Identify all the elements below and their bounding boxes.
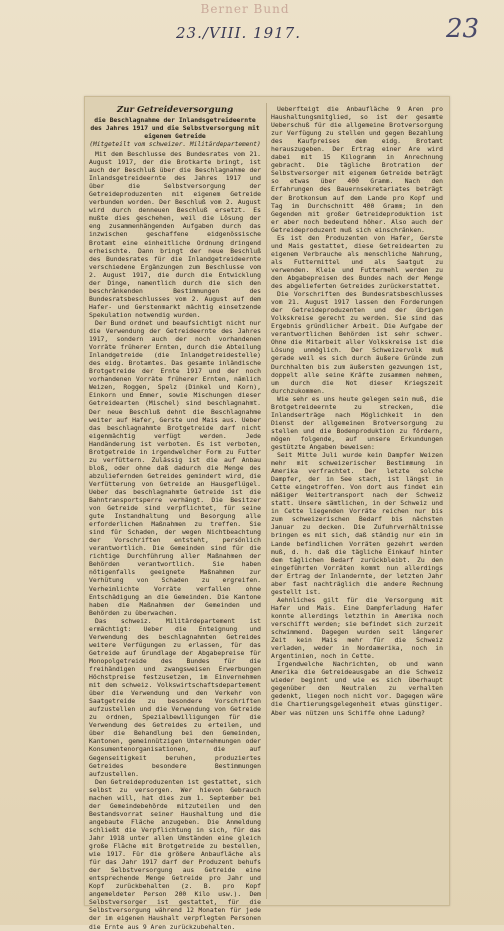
handwritten-date: 23./VIII. 1917. <box>176 24 301 42</box>
article-paragraph: Es ist den Produzenten von Hafer, Gerste und Mais gestattet, diese Getreidearten zu eigenem Verbrauche als menschliche Nahrung, als Futtermittel und als Saatgut zu verwenden. Kleie und Futtermehl werden zu den Abgabepreisen des Bundes nach der Menge des abgelieferten Getreides zurückerstattet. <box>271 233 443 291</box>
page-number: 23 <box>446 14 480 44</box>
article-paragraph: Mit dem Beschlusse des Bundesrates vom 21. August 1917, der die Brotkarte bringt, ist auch der Beschluß über die Beschlagnahme der Inlandsgetreideernte des Jahres 1917 und über die Selbstversorgung der Getreideproduzenten mit eigenem Getreide verbunden worden. Der Beschluß vom 2. August wird durch denneuen Beschluß ersetzt. Es mußte dies geschehen, weil die Lösung der eng zusammenhängenden Aufgaben durch das inzwischen geschaffene eidgenössische Brotamt eine einheitliche Ordnung dringend erheischte. Dann bringt der neue Beschluß des Bundesrates für die Inlandgetreideernte verschiedene Ergänzungen zum Beschlusse vom 2. August 1917, die durch die Entwicklung der Dinge, namentlich durch die sich den beschränkenden Bestimmungen des Bundesratsbeschlusses vom 2. August auf dem Hafer- und Gerstenmarkt mächtig einsetzende Spekulation notwendig wurden. <box>89 150 261 319</box>
article-paragraph: Ueberfteigt die Anbaufläche 9 Aren pro Haushaltungsmitglied, so ist der gesamte Ueberschuß für die allgemeine Brotversorgung zur Verfügung zu stellen und gegen Bezahlung des Kaufpreises dem eidg. Brotamt herauszugeben. Der Ertrag einer Are wird dabei mit 15 Kilogramm in Anrechnung gebracht. Die tägliche Brotration der Selbstversorger mit eigenem Getreide beträgt so etwas über 400 Gramm. Nach den Erfahrungen des Bauernsekretariates beträgt der Brotkonsum auf dem Lande pro Kopf und Tag im Durchschnitt 400 Gramm; in den Gegenden mit großer Getreideproduktion ist er aber noch bedeutend höher. Also auch der Getreideproduzent muß sich einschränken. <box>271 105 443 234</box>
article-paragraph: Aehnliches gilt für die Versorgung mit Hafer und Mais. Eine Dampferladung Hafer konnte allerdings letzthin in Amerika noch verschifft werden; sie befindet sich zurzeit schwimmend. Dagegen wurden seit längerer Zeit kein Mais mehr für die Schweiz verladen, weder in Nordamerika, noch in Argentinien, noch in Cette. <box>271 595 443 661</box>
newspaper-clipping <box>84 96 450 931</box>
article-paragraph: Wie sehr es uns heute gelegen sein muß, die Brotgetreideernte zu strecken, die Inlandserträge nach Möglichkeit in den Dienst der allgemeinen Brotversorgung zu stellen und die Bodenproduktion zu fördern, mögen folgende, auf unsere Erkundungen gestützte Angaben beweisen: <box>271 394 443 451</box>
article-paragraph: Die Vorschriften des Bundesratsbeschlusses vom 21. August 1917 lassen den Forderungen der Getreideproduzenten und der übrigen Volkskreise gerecht zu werden. Sie sind das Ergebnis gründlicher Arbeit. Die Aufgabe der verantwortlichen Behörden ist sehr schwer. Ohne die Mitarbeit aller Volkskreise ist die Lösung unmöglich. Der Schweizervolk muß gerade weil es sich durch äußere Gründe zum Durchhalten bis zum äußersten gezwungen ist, doppelt alle seine Kräfte zusammen nehmen, um durch die Not dieser Kriegszeit durchzukommen. <box>271 290 443 395</box>
article-source: (Mitgeteilt vom schweizer. Militärdepartement) <box>89 141 261 148</box>
article-title: Zur Getreideversorgung <box>116 105 234 115</box>
article-column-left <box>89 105 261 931</box>
article-paragraph: Seit Mitte Juli wurde kein Dampfer Weizen mehr mit schweizerischer Bestimmung in Amerika verfrachtet. Der letzte solche Dampfer, der in See stach, ist längst in Cette eingetroffen. Von dort aus findet ein mäßiger Weitertransport nach der Schweiz statt. Unsere sämtlichen, in der Schweiz und in Cette liegenden Vorräte reichen nur bis zum schweizerischen Bedarf bis nächsten Januar zu decken. Die Zufuhrverhältnisse bringen es mit sich, daß ständig nur ein im Lande befindlichen Vorräten gezehrt werden muß, d. h. daß die tägliche Einkauf hinter dem täglichen Bedarf zurückbleibt. Zu den eingeführten Vorräten kommt nun allerdings der Ertrag der Inlandernte, der letzten Jahr aber fast nachträglich die andere Rechnung gestellt ist. <box>271 451 443 596</box>
newspaper-stamp: Berner Bund <box>200 2 290 16</box>
article-subtitle: die Beschlagnahme der Inlandsgetreideernte des Jahres 1917 und die Selbstversorgung mit eigenem Getreide <box>90 116 260 140</box>
article-paragraph: Der Bund ordnet und beaufsichtigt nicht nur die Verwendung der Getreideernte des Jahres 1917, sondern auch der noch vorhandenen Vorräte früherer Ernten, durch die Abteilung Inlandgetreide (die Inlandgetreidestelle) des eidg. Brotamtes. Das gesamte inländische Brotgetreide der Ernte 1917 und der noch vorhandenen Vorräte früherer Ernten, nämlich Weizen, Roggen, Spelz (Dinkel und Korn), Einkorn und Emmer, sowie Mischungen dieser Getreidearten (Mischel) sind beschlagnahmt. Der neue Beschluß dehnt die Beschlagnahme weiter auf Hafer, Gerste und Mais aus. Ueber das beschlagnahmte Brotgetreide darf nicht eigenmächtig verfügt werden. Jede Handänderung ist verboten. Es ist verboten, Brotgetreide in irgendwelcher Form zu Futter zu verfüttern. Zulässig ist die auf Anbau bloß, oder ohne daß dadurch die Menge des abzuliefernden Getreides gemindert wird, die Verfütterung von Getreide an Hausgeflügel. Ueber das beschlagnahmte Getreide ist die Bahntransportsperre verhängt. Die Besitzer von Getreide sind verpflichtet, für seine gute Instandhaltung und Besorgung alle erforderlichen Maßnahmen zu treffen. Sie sind für Schaden, der wegen Nichtbeachtung der Vorschriften entsteht, persönlich verantwortlich. Die Gemeinden sind für die richtige Durchführung aller Maßnahmen der Behörden verantwortlich. Sie haben nötigenfalls geeignete Maßnahmen zur Verhütung von Schaden zu ergreifen. Verheimlichte Vorräte verfallen ohne Entschädigung an die Gemeinden. Die Kantone haben die Maßnahmen der Gemeinden und Behörden zu überwachen. <box>89 318 261 617</box>
column-divider <box>266 103 267 899</box>
article-paragraph: Den Getreideproduzenten ist gestattet, sich selbst zu versorgen. Wer hievon Gebrauch machen will, hat dies zum 1. September bei der Gemeindebehörde mitzuteilen und den Bestandsvorrat seiner Haushaltung und die angebaute Fläche anzugeben. Die Anmeldung schließt die Verpflichtung in sich, für das Jahr 1918 unter allen Umständen eine gleich große Fläche mit Brotgetreide zu bestellen, wie 1917. Für die größere Anbaufläche als für das Jahr 1917 darf der Produzent behufs der Selbstversorgung aus Getreide eine entsprechende Menge Getreide pro Jahr und Kopf zurückbehalten (z. B. pro Kopf angemeldeter Person 200 Kilo usw.). Dem Selbstversorger ist gestattet, für die Selbstversorgung während 12 Monaten für jede der im eigenen Haushalt verpflegten Personen die Ernte aus 9 Aren zurückzubehalten. <box>89 777 261 931</box>
article-paragraph: Das schweiz. Militärdepartement ist ermächtigt: Ueber die Enteignung und Verwendung des beschlagnahmten Getreides weitere Verfügungen zu erlassen, für das Getreide auf Grundlage der Abgabepreise für Monopolgetreide des Bundes für die freihändigen und zwangsweisen Erwerbungen Höchstpreise festzusetzen, im Einvernehmen mit dem schweiz. Volkswirtschaftsdepartement über die Verwendung und den Verkehr von Saatgetreide zu besondere Vorschriften aufzustellen und die Verwendung von Getreide zu ordnen, Spezialbewilligungen für die Verwendung des Getreides zu erteilen, und über die Behandlung bei den Gemeinden, Kantonen, gemeinnützigen Unternehmungen oder Konsumentenorganisationen, die auf Gegenseitigkeit beruhen, produziertes Getreides besondere Bestimmungen aufzustellen. <box>89 616 261 778</box>
article-column-right <box>271 105 443 901</box>
article-paragraph: Irgendwelche Nachrichten, ob und wann Amerika die Getreideausgabe an die Schweiz wieder beginnt und wie es sich überhaupt gegenüber den Neutralen zu verhalten gedenkt, liegen noch nicht vor. Dagegen wäre die Chartierungsgelegenheit etwas günstiger. Aber was nützen uns Schiffe ohne Ladung? <box>271 660 443 717</box>
